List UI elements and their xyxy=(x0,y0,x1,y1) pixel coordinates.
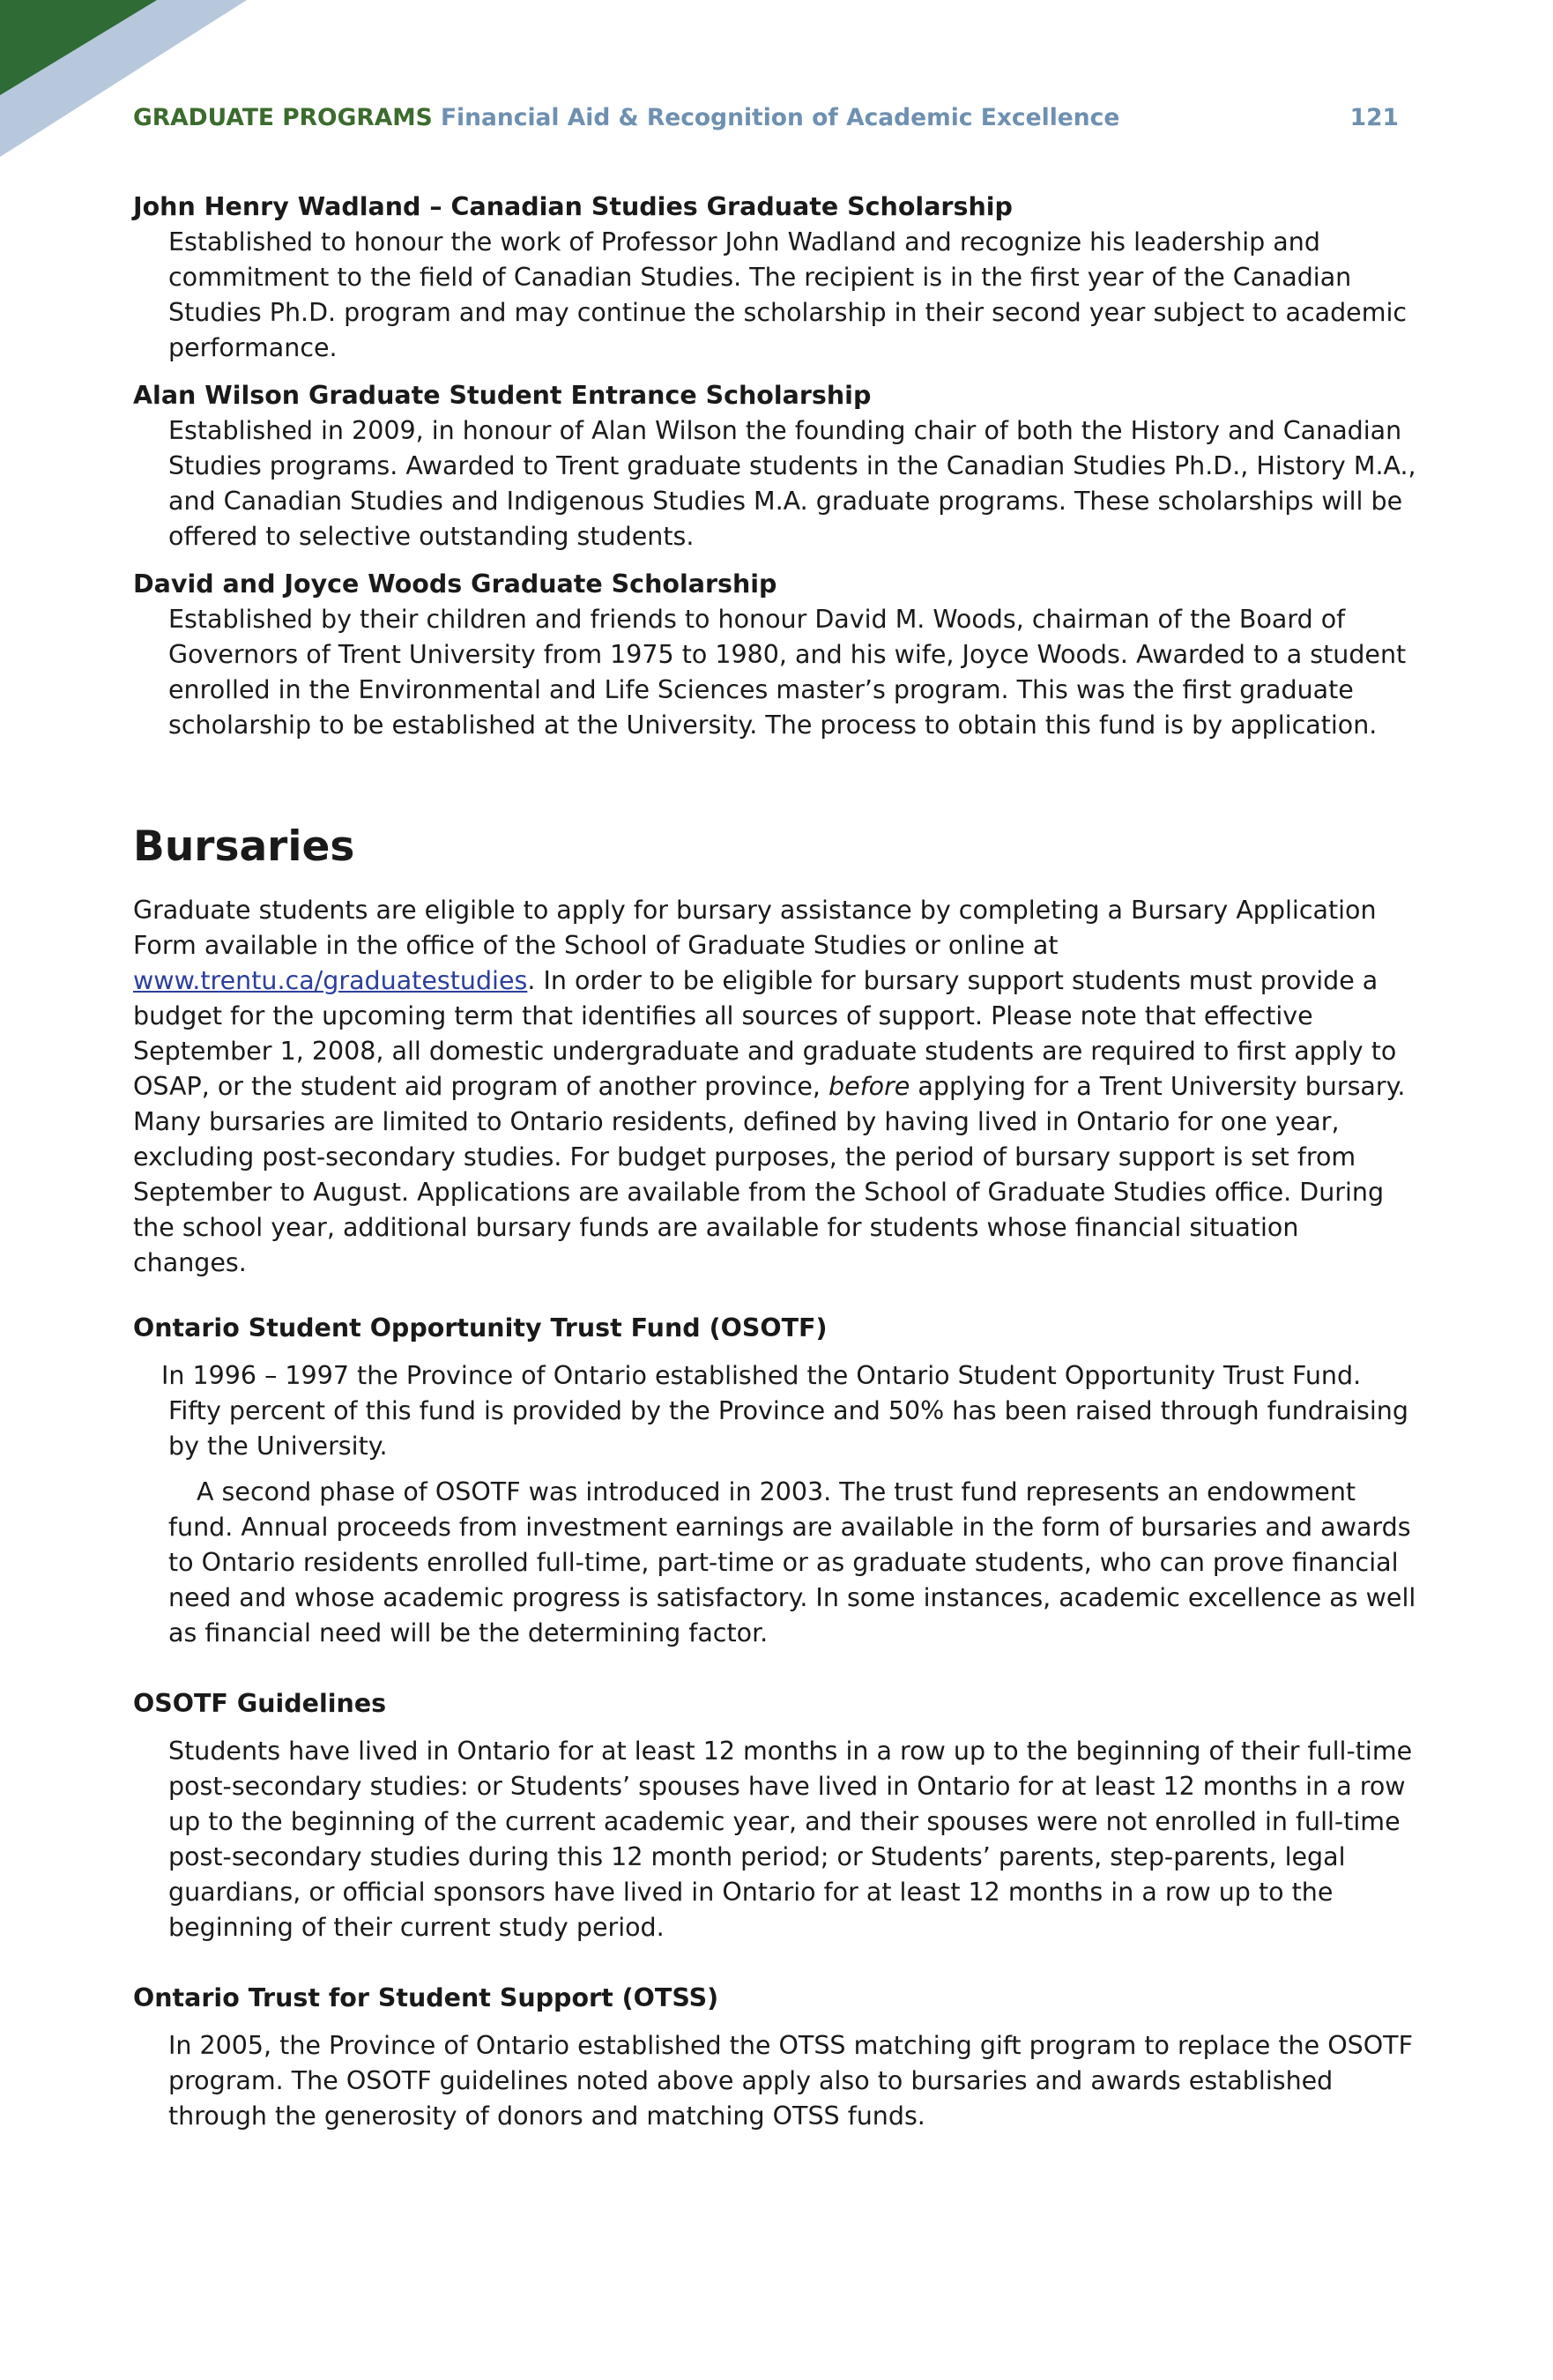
otss-paragraph: In 2005, the Province of Ontario established the OTSS matching gift program to replace the OSOTF program. The OSOTF guidelines noted above apply also to bursaries and awards established through the generosity of donors and matching OTSS funds. xyxy=(168,2031,1413,2131)
guidelines-body xyxy=(168,1734,1420,1945)
guidelines-title: OSOTF Guidelines xyxy=(133,1689,387,1718)
otss-section xyxy=(133,1981,1420,2134)
bursaries-heading: Bursaries xyxy=(133,822,355,871)
osotf-guidelines-section xyxy=(133,1686,1420,1945)
scholarship-entry xyxy=(133,378,1420,554)
page-content xyxy=(133,190,1420,2169)
scholarship-title: John Henry Wadland – Canadian Studies Graduate Scholarship xyxy=(133,192,1013,221)
scholarship-description: Established by their children and friends to honour David M. Woods, chairman of the Board of Governors of Trent University from 1975 to 1980, and his wife, Joyce Woods. Awarded to a student enrolled in the Environmental and Life Sciences master’s program. This was the first graduate scholarship to be established at the University. The process to obtain this fund is by application. xyxy=(168,605,1407,740)
running-header xyxy=(133,100,1399,136)
bursaries-intro-text: Graduate students are eligible to apply for bursary assistance by completing a Bursary Application Form available in the office of the School of Graduate Studies or online at xyxy=(133,896,1377,960)
osotf-body xyxy=(161,1358,1420,1651)
page-number: 121 xyxy=(1349,104,1399,131)
osotf-paragraph: A second phase of OSOTF was introduced in 2003. The trust fund represents an endowment fund. Annual proceeds from investment earnings are available in the form of bursaries and awards to Ontario residents enrolled full-time, part-time or as graduate students, who can prove financial need and whose academic progress is satisfactory. In some instances, academic excellence as well as financial need will be the determining factor. xyxy=(168,1477,1416,1647)
osotf-section xyxy=(133,1311,1420,1651)
bursaries-intro-emphasis: before xyxy=(828,1072,910,1101)
scholarship-title: David and Joyce Woods Graduate Scholarship xyxy=(133,569,777,599)
otss-body xyxy=(168,2028,1420,2134)
scholarship-entry xyxy=(133,190,1420,366)
osotf-paragraph: In 1996 – 1997 the Province of Ontario established the Ontario Student Opportunity Trust Fund. Fifty percent of this fund is provided by the Province and 50% has been raised through fundraising by the University. xyxy=(161,1361,1408,1461)
scholarship-entry xyxy=(133,567,1420,743)
graduate-studies-link[interactable]: www.trentu.ca/graduatestudies xyxy=(133,966,528,995)
header-section: GRADUATE PROGRAMS xyxy=(133,104,433,131)
bursaries-intro-text: . In order to be eligible for bursary support students must provide a budget for the upcoming term that identifies all sources of support. Please note that effective September 1, 2008, all domestic undergraduate and graduate students are required to first apply to OSAP, or the student aid program of another province, xyxy=(133,966,1397,1101)
scholarship-title: Alan Wilson Graduate Student Entrance Scholarship xyxy=(133,381,872,410)
bursaries-intro-text: applying for a Trent University bursary. Many bursaries are limited to Ontario residents, defined by having lived in Ontario for one year, excluding post-secondary studies. For budget purposes, the period of bursary support is set from September to August. Applications are available from the School of Graduate Studies office. During the school year, additional bursary funds are available for students whose financial situation changes. xyxy=(133,1072,1406,1277)
header-subject: Financial Aid & Recognition of Academic Excellence xyxy=(440,104,1120,131)
otss-title: Ontario Trust for Student Support (OTSS) xyxy=(133,1983,719,2012)
guidelines-paragraph: Students have lived in Ontario for at least 12 months in a row up to the beginning of their full-time post-secondary studies: or Students’ spouses have lived in Ontario for at least 12 months in a row up to the beginning of the current academic year, and their spouses were not enrolled in full-time post-secondary studies during this 12 month period; or Students’ parents, step-parents, legal guardians, or official sponsors have lived in Ontario for at least 12 months in a row up to the beginning of their current study period. xyxy=(168,1737,1413,1942)
scholarship-description: Established to honour the work of Professor John Wadland and recognize his leadership and commitment to the field of Canadian Studies. The recipient is in the first year of the Canadian Studies Ph.D. program and may continue the scholarship in their second year subject to academic performance. xyxy=(168,227,1408,362)
bursaries-intro xyxy=(133,893,1420,1281)
scholarship-description: Established in 2009, in honour of Alan Wilson the founding chair of both the History and Canadian Studies programs. Awarded to Trent graduate students in the Canadian Studies Ph.D., History M.A., and Canadian Studies and Indigenous Studies M.A. graduate programs. These scholarships will be offered to selective outstanding students. xyxy=(168,416,1416,551)
osotf-title: Ontario Student Opportunity Trust Fund (OSOTF) xyxy=(133,1313,828,1342)
